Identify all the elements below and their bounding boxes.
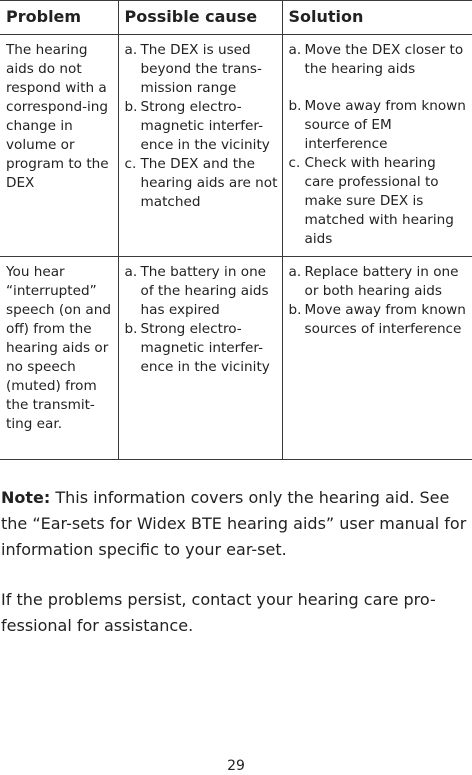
note-paragraph xyxy=(1,485,472,563)
problem-cell: You hear “interrupted” speech (on and off) from the hearing aids or no speech (muted) from the transmit-ting ear. xyxy=(0,257,118,460)
problem-cell: The hearing aids do not respond with a correspond-ing change in volume or program to the DEX xyxy=(0,35,118,257)
list-item: b. Move away from known sources of interference xyxy=(288,302,466,337)
list-item: b. Move away from known source of EM interference xyxy=(288,98,466,152)
table-header-row xyxy=(0,1,472,35)
list-item: a. The battery in one of the hearing aids has expired xyxy=(124,264,269,318)
persist-paragraph: If the problems persist, contact your hearing care pro-fessional for assistance. xyxy=(1,590,436,635)
header-solution: Solution xyxy=(282,1,472,35)
cause-cell xyxy=(118,257,282,460)
list-item: a. Replace battery in one or both hearing aids xyxy=(288,264,459,299)
note-label: Note: xyxy=(1,488,51,507)
page-number: 29 xyxy=(227,758,245,774)
list-item: c. Check with hearing care professional to make sure DEX is matched with hearing aids xyxy=(288,155,454,247)
note-text: This information covers only the hearing aid. See the “Ear-sets for Widex BTE hearing aids” user manual for information specific to your ear-set. xyxy=(1,488,467,559)
header-problem: Problem xyxy=(0,1,118,35)
list-item: c. The DEX and the hearing aids are not matched xyxy=(124,156,278,210)
list-item: b. Strong electro-magnetic interfer-ence in the vicinity xyxy=(124,321,270,375)
list-item: b. Strong electro-magnetic interfer-ence in the vicinity xyxy=(124,99,270,153)
table-row xyxy=(0,35,472,257)
list-item: a. The DEX is used beyond the trans-mission range xyxy=(124,42,262,96)
list-item: a. Move the DEX closer to the hearing aids xyxy=(288,42,464,77)
solution-cell xyxy=(282,257,472,460)
table-row xyxy=(0,257,472,460)
header-possible-cause: Possible cause xyxy=(118,1,282,35)
solution-cell xyxy=(282,35,472,257)
cause-cell xyxy=(118,35,282,257)
